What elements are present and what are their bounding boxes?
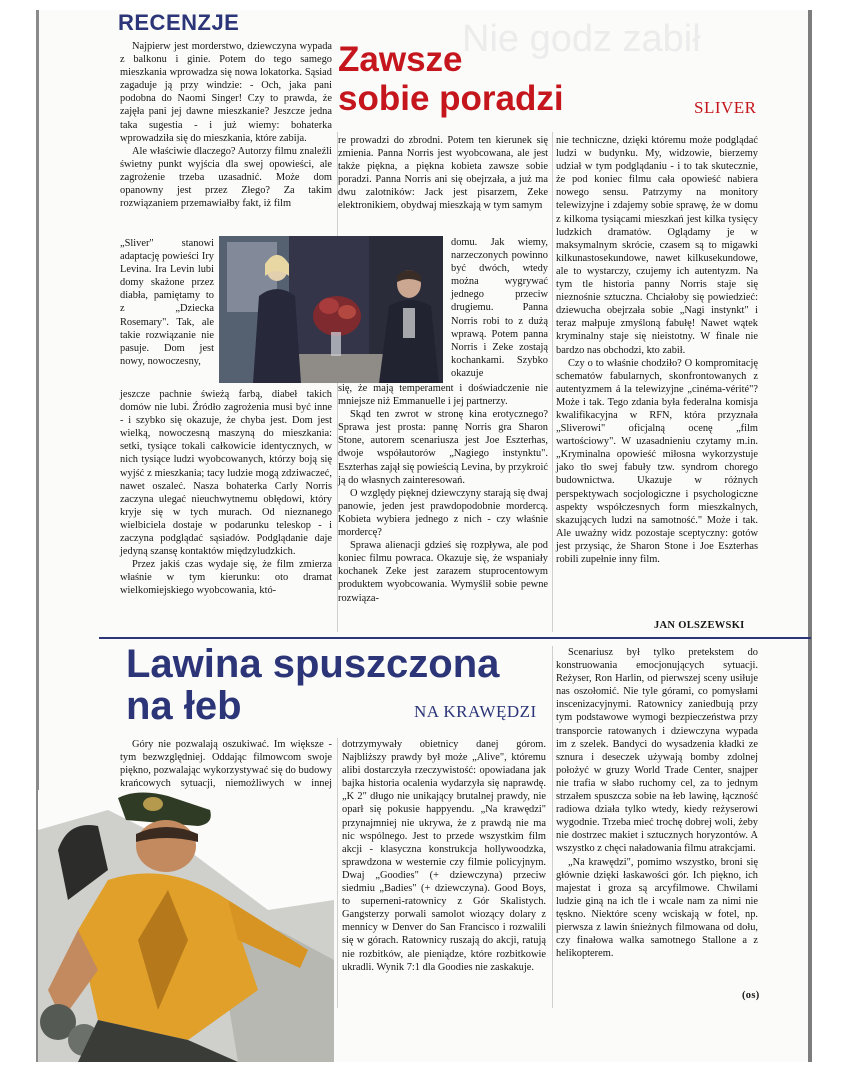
article1-col3 bbox=[556, 134, 758, 566]
article2-title-line2: na łeb bbox=[126, 684, 242, 728]
paragraph: re prowadzi do zbrodni. Potem ten kierunek się zmienia. Panna Norris jest wyobcowana, ale jest także piękna, a piękna kobieta zawsze sobie poradzi. Panna Norris ani się obejrzała, a już ma dwu zalotników: Jack jest pisarzem, Zeke elektronikiem, obydwaj mieszkają w tym samym bbox=[338, 135, 548, 212]
film-still-sliver bbox=[219, 236, 443, 383]
paragraph: nie techniczne, dzięki któremu może podglądać ludzi w budynku. My, widzowie, bierzemy udział w tym podglądaniu - i to tak skutecznie, że pod koniec filmu cała opowieść nabiera nowego sensu. Patrzymy na monitory telewizyjne i zdajemy sobie sprawę, że w domu z kilkoma tysiącami mieszkań jest kilka tysięcy ludzkich dramatów. Oglądamy je w maksymalnym skrócie, czasem są to migawki kilkunastosekundowe, nawet kilkusekundowe, ale to wystarczy, czujemy ich autentyzm. Na tym tle historia panny Norris staje się nieznośnie sztuczna. Chciałoby się powiedzieć: dziewucha obejrzała sobie „Nagi instynkt" i teraz małpuje zmyśloną fabułę! Nawet wątek kryminalny staje się nieistotny. W finale nie bardzo nas obchodzi, kto zabił. bbox=[556, 135, 758, 356]
ghost-headline: Nie godz zabił bbox=[462, 18, 701, 60]
climber-illustration bbox=[38, 790, 334, 1062]
article1-col1-wrap bbox=[120, 237, 214, 368]
article1-author: JAN OLSZEWSKI bbox=[654, 620, 745, 631]
article1-col1-top bbox=[120, 40, 332, 210]
article1-title-line1: Zawsze bbox=[338, 40, 463, 79]
article1-title bbox=[338, 40, 564, 118]
article2-col2 bbox=[342, 738, 546, 974]
paragraph: Czy o to właśnie chodziło? O kompromitację schematów fabularnych, skonfrontowanych z autentyzmem á la telewizyjne „cinéma-vérité"? Może i tak. Tego zdania była federalna komisja kwalifikacyjna w RFN, która przyznała „Sliverowi" oficjalną ocenę „film wartościowy". W uzasadnieniu czytamy m.in. „Kryminalna opowieść miłosna wykorzystuje jako tło swej fabuły tzw. syndrom chorego budownictwa. Ukazuje w różnych perspektywach socjologiczne i psychologiczne aspekty współczesnych form mieszkalnych, skazujących ludzi na samotność." Może i tak. Ale uważny widz pozostaje sceptyczny: gotów jest przysiąc, że Sharon Stone i Joe Eszterhas robili zupełnie inny film. bbox=[556, 357, 758, 565]
column-rule bbox=[552, 646, 553, 1008]
article2-kicker: NA KRAWĘDZI bbox=[414, 702, 537, 721]
paragraph: Sprawa alienacji gdzieś się rozpływa, ale pod koniec filmu powraca. Okazuje się, że wspaniały kochanek Zeke jest zarazem stuprocentowym produktem wyobcowania. Wymyślił sobie pewne rozwiąza- bbox=[338, 540, 548, 604]
article1-title-line2: sobie poradzi bbox=[338, 79, 564, 118]
article2-col3 bbox=[556, 646, 758, 960]
film-still-climber bbox=[38, 790, 334, 1062]
article1-col2-wrap bbox=[451, 236, 548, 380]
article1-col2-bottom bbox=[338, 382, 548, 605]
paragraph: Scenariusz był tylko pretekstem do konstruowania emocjonujących sytuacji. Reżyser, Ron Harlin, od pierwszej sceny usiłuje nas oszołomić. Nie tyle górami, co pomysłami inscenizacyjnymi. Ratownicy zaniedbują przy tym podstawowe wymogi bezpieczeństwa przy transporcie ratowanych i dziewczyna wypada im z szelek. Bandyci do wysadzenia kładki ze sznura i deseczek używają bomby zdolnej położyć w gruzy World Trade Center, snajper nie trafia w słabo ruchomy cel, za to jednym strzałem spuszcza sobie na łeb lawinę, łączność radiowa działa tylko wtedy, kiedy reżyserowi wygodnie. Trzeba mieć trochę dobrej woli, żeby nie dostrzec makiet i sztucznych horyzontów. A wszystko z chęci naładowania filmu atrakcjami. bbox=[556, 647, 758, 855]
paragraph: domu. Jak wiemy, narzeczonych powinno być dwóch, wtedy można wygrywać jednego przeciw drugiemu. Panna Norris robi to z dużą wprawą. Potem panna Norris i Zeke zostają kochankami. Szybko okazuje bbox=[451, 237, 548, 379]
paragraph: Najpierw jest morderstwo, dziewczyna wypada z balkonu i ginie. Potem do tego samego mieszkania wprowadza się nowa lokatorka. Sąsiad zagaduje ją przy windzie: - Och, jaka pani podobna do Naomi Singer! Czy to prawda, że zajęła pani jej dawne mieszkanie? Jeszcze jedna taka sugestia - i już wiemy: bohaterka wprowadziła się do mieszkania, które zabija. bbox=[120, 41, 332, 144]
paragraph: „Na krawędzi", pomimo wszystko, broni się głównie dzięki łaskawości gór. Ich piękno, ich majestat i groza są arcyfilmowe. Chwilami ludzie giną na ich tle i wcale nam za nimi nie tęskno. Niektóre sceny wciskają w fotel, np. pierwsza z lawin śnieżnych filmowana od dołu, czy finałowa walka samotnego Stallone a z helikopterem. bbox=[556, 856, 758, 960]
column-rule bbox=[552, 132, 553, 632]
paragraph: dotrzymywały obietnicy danej górom. Najbliższy prawdy był może „Alive", któremu alibi dostarczyła rzeczywistość: opowiadana jak bajka historia ocalenia wydarzyła się naprawdę. „K 2" długo nie unikający brutalnej prawdy, nie oparł się pokusie happyendu. „Na krawędzi" przynajmniej nie ukrywa, że z prawdą nie ma nic wspólnego. Jest to przede wszystkim film akcji - klasyczna konstrukcja hollywoodzka, sprawdzona w westernie czy filmie policyjnym. Dwaj „Goodies" (+ dziewczyna) przeciw siedmiu „Badies" (+ dziewczyna). Good Boys, to superneni-ratownicy z Gór Skalistych. Gangsterzy porwali samolot wiozący dolary z mennicy w Denver do San Francisco i rozwalili się w górach. Ratownicy ruszają do akcji, ratują nie rozbitków, ale pieniądze, które rozbitkowie ukradli. Wynik 7:1 dla Goodies nie zaskakuje. bbox=[342, 739, 546, 973]
article2-title-line1: Lawina spuszczona bbox=[126, 642, 500, 686]
article1-kicker: SLIVER bbox=[694, 98, 757, 117]
paragraph: O względy pięknej dziewczyny starają się dwaj panowie, jeden jest prawdopodobnie mordercą. Kobieta wybiera jednego z nich - czy właśnie mordercę? bbox=[338, 487, 548, 539]
paragraph: „Sliver" stanowi adaptację powieści Iry Levina. Ira Levin lubi domy skażone przez diabła, pamiętamy to z „Dziecka Rosemary". Tak, ale takie rozwiązanie nie pasuje. Dom jest nowy, nowoczesny, bbox=[120, 238, 214, 367]
article1-col1-bottom bbox=[120, 388, 332, 598]
sliver-scene-illustration bbox=[219, 236, 443, 383]
paragraph: Skąd ten zwrot w stronę kina erotycznego? Sprawa jest prosta: pannę Norris gra Sharon Stone, autorem scenariusza jest Joe Eszterhas, dwoje współautorów „Nagiego instynktu". Eszterhas zajął się powieścią Levina, by przykroić ją do własnych zainteresowań. bbox=[338, 409, 548, 486]
article1-col2-top bbox=[338, 134, 548, 213]
column-rule bbox=[337, 738, 338, 1008]
article-divider bbox=[99, 637, 811, 639]
paragraph: się, że mają temperament i doświadczenie nie mniejsze niż Emmanuelle i jej partnerzy. bbox=[338, 383, 548, 408]
paragraph: Przez jakiś czas wydaje się, że film zmierza właśnie w tym kierunku: oto dramat wielkomiejskiego wyobcowania, któ- bbox=[120, 559, 332, 597]
section-heading: RECENZJE bbox=[118, 10, 240, 35]
article2-author: (os) bbox=[742, 990, 760, 1001]
paragraph: Ale właściwie dlaczego? Autorzy filmu znaleźli świetny punkt wyjścia dla swej opowieści, ale zagrożenie trzeba uzasadnić. Może dom opanowny jest przez Złego? Za takim rozwiązaniem przemawiałby fakt, iż film bbox=[120, 145, 332, 210]
paragraph: jeszcze pachnie świeżą farbą, diabeł takich domów nie lubi. Źródło zagrożenia musi być inne - i szybko się okazuje, że chyba jest. Dom jest wielką, nowoczesną maszyną do mieszkania: setki, tysiące tokali całkowicie identycznych, w nich tysiące ludzi wyobcowanych, którzy boją się wyjść z mieszkania; tacy ludzie mogą zdziwaczeć, nawet oszaleć. Nasza bohaterka Carly Norris zaczyna ulegać nieuchwytnemu obłędowi, który kryje się w tych murach. Od nieznanego wielbiciela dostaje w podarunku teleskop - i zaczyna podglądać sąsiadów. Podglądanie daje jedyną szansę kontaktów międzyludzkich. bbox=[120, 389, 332, 558]
page-edge-right bbox=[808, 10, 812, 1062]
paragraph: Góry nie pozwalają oszukiwać. Im większe - tym bezwzględniej. Oddając filmowcom swoje piękno, pozwalając wykorzystywać się do budowy krańcowych sytuacji, niemożliwych w innej bbox=[120, 739, 332, 790]
